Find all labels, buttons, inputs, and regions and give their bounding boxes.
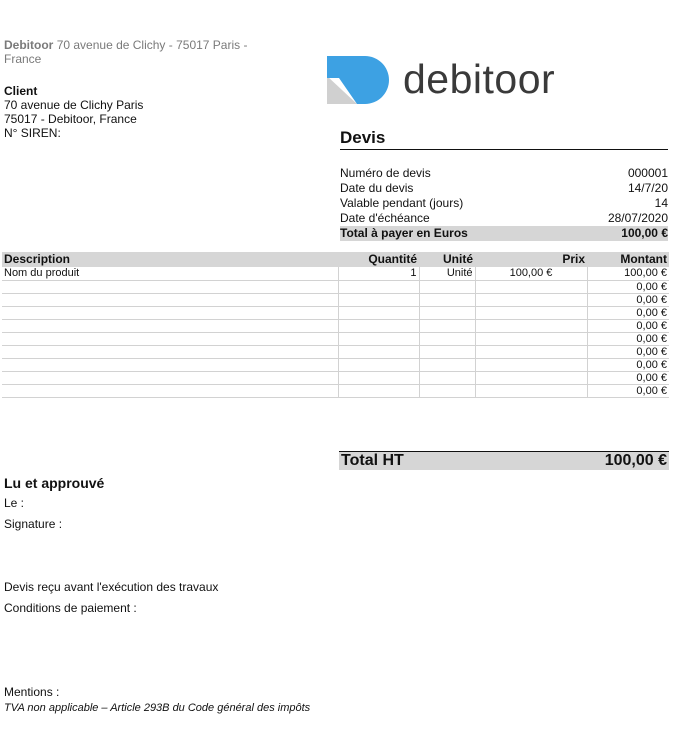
payment-conditions-label: Conditions de paiement : — [4, 601, 137, 615]
cell-amount: 0,00 € — [587, 358, 669, 371]
debitoor-logo-icon — [327, 56, 391, 104]
conditions-section — [4, 580, 504, 622]
header-amount: Montant — [587, 252, 669, 267]
cell-amount: 0,00 € — [587, 280, 669, 293]
table-row — [2, 280, 669, 293]
validity-value: 14 — [654, 196, 668, 210]
vat-mention: TVA non applicable – Article 293B du Code général des impôts — [4, 702, 311, 714]
cell-description — [2, 293, 338, 306]
header-price: Prix — [475, 252, 587, 267]
cell-unit — [419, 306, 475, 319]
approval-title: Lu et approuvé — [4, 475, 105, 491]
cell-description — [2, 384, 338, 397]
mentions-section — [4, 685, 604, 715]
header-description: Description — [2, 252, 338, 267]
cell-description: Nom du produit — [2, 267, 338, 280]
cell-price: 100,00 € — [475, 267, 587, 280]
mentions-label: Mentions : — [4, 685, 60, 699]
cell-price — [475, 371, 587, 384]
quote-info — [340, 166, 668, 241]
cell-unit — [419, 371, 475, 384]
cell-price — [475, 332, 587, 345]
cell-price — [475, 358, 587, 371]
logo-brand-text: debitoor — [403, 56, 556, 102]
cell-quantity: 1 — [338, 267, 419, 280]
table-row — [2, 319, 669, 332]
debitoor-logo — [327, 54, 627, 106]
approval-date-label: Le : — [4, 496, 25, 510]
quote-title: Devis — [340, 128, 668, 150]
table-row — [2, 293, 669, 306]
due-date-label: Date d'échéance — [340, 211, 430, 225]
cell-description — [2, 280, 338, 293]
quote-number-value: 000001 — [627, 166, 668, 180]
cell-amount: 0,00 € — [587, 319, 669, 332]
sender-name: Debitoor — [4, 38, 54, 52]
cell-amount: 0,00 € — [587, 345, 669, 358]
cell-quantity — [338, 319, 419, 332]
cell-unit — [419, 358, 475, 371]
cell-quantity — [338, 332, 419, 345]
cell-description — [2, 319, 338, 332]
table-row — [2, 345, 669, 358]
sender-block — [4, 38, 304, 66]
cell-amount: 100,00 € — [587, 267, 669, 280]
quote-info-row — [340, 211, 668, 226]
cell-quantity — [338, 280, 419, 293]
table-row — [2, 384, 669, 397]
table-row — [2, 332, 669, 345]
client-address-line2: 75017 - Debitoor, France — [4, 112, 137, 126]
cell-unit: Unité — [419, 267, 475, 280]
cell-amount: 0,00 € — [587, 306, 669, 319]
cell-description — [2, 332, 338, 345]
cell-quantity — [338, 345, 419, 358]
quote-info-row — [340, 181, 668, 196]
cell-quantity — [338, 371, 419, 384]
total-ht-value: 100,00 € — [604, 452, 667, 469]
cell-price — [475, 293, 587, 306]
cell-price — [475, 319, 587, 332]
cell-unit — [419, 319, 475, 332]
approval-section — [4, 475, 404, 538]
table-row — [2, 371, 669, 384]
quote-info-row — [340, 196, 668, 211]
cell-amount: 0,00 € — [587, 384, 669, 397]
cell-quantity — [338, 358, 419, 371]
cell-price — [475, 280, 587, 293]
items-header-row — [2, 252, 669, 267]
quote-number-label: Numéro de devis — [340, 166, 431, 180]
client-address-line1: 70 avenue de Clichy Paris — [4, 98, 144, 112]
table-row — [2, 358, 669, 371]
due-date-value: 28/07/2020 — [607, 211, 668, 225]
cell-amount: 0,00 € — [587, 332, 669, 345]
quote-date-label: Date du devis — [340, 181, 414, 195]
sender-address-line1: 70 avenue de Clichy - 75017 Paris - — [56, 38, 248, 52]
cell-description — [2, 358, 338, 371]
cell-price — [475, 384, 587, 397]
total-ht-row — [339, 451, 669, 470]
cell-price — [475, 306, 587, 319]
total-to-pay-value: 100,00 € — [621, 226, 668, 240]
cell-unit — [419, 280, 475, 293]
execution-note: Devis reçu avant l'exécution des travaux — [4, 580, 219, 594]
cell-description — [2, 371, 338, 384]
table-row — [2, 267, 669, 280]
cell-amount: 0,00 € — [587, 371, 669, 384]
quote-info-row — [340, 166, 668, 181]
cell-description — [2, 306, 338, 319]
cell-unit — [419, 384, 475, 397]
header-unit: Unité — [419, 252, 475, 267]
cell-quantity — [338, 384, 419, 397]
quote-date-value: 14/7/20 — [627, 181, 668, 195]
client-siren: N° SIREN: — [4, 126, 61, 140]
cell-quantity — [338, 306, 419, 319]
client-label: Client — [4, 84, 38, 98]
cell-description — [2, 345, 338, 358]
validity-label: Valable pendant (jours) — [340, 196, 464, 210]
cell-amount: 0,00 € — [587, 293, 669, 306]
header-quantity: Quantité — [338, 252, 419, 267]
quote-total-row — [340, 226, 668, 241]
total-to-pay-label: Total à payer en Euros — [340, 226, 468, 240]
client-block — [4, 84, 304, 140]
table-row — [2, 306, 669, 319]
cell-unit — [419, 332, 475, 345]
cell-price — [475, 345, 587, 358]
sender-address-line2: France — [4, 52, 42, 66]
signature-label: Signature : — [4, 517, 63, 531]
cell-quantity — [338, 293, 419, 306]
cell-unit — [419, 345, 475, 358]
cell-unit — [419, 293, 475, 306]
items-table — [2, 252, 669, 398]
total-ht-label: Total HT — [341, 452, 404, 469]
